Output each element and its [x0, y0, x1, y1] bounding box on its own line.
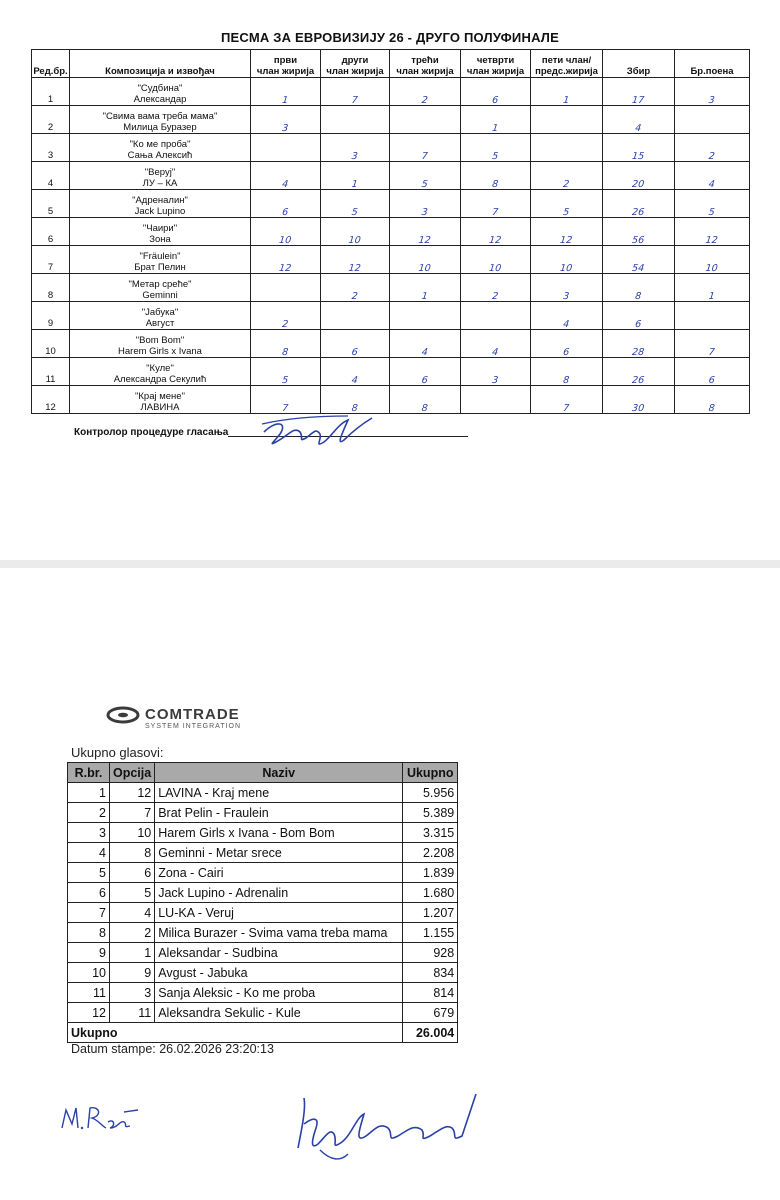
points: 3 [673, 78, 751, 106]
result-option: 10 [110, 823, 155, 843]
results-row [68, 843, 458, 863]
jury-row [32, 78, 750, 106]
result-total: 928 [403, 943, 458, 963]
points: 2 [673, 134, 751, 162]
juror-2-score: 5 [319, 190, 391, 218]
result-rank: 11 [68, 983, 110, 1003]
points: 8 [673, 386, 751, 414]
result-total: 834 [403, 963, 458, 983]
result-name: LAVINA - Kraj mene [155, 783, 403, 803]
results-row [68, 783, 458, 803]
juror-2-score: 6 [319, 330, 391, 358]
score-sum: 4 [601, 106, 676, 134]
artist-name: Август [145, 318, 175, 329]
juror-5-score: 7 [529, 386, 604, 414]
row-number: 7 [32, 246, 70, 274]
juror-4-score: 12 [459, 218, 532, 246]
jury-row [32, 274, 750, 302]
jury-row [32, 162, 750, 190]
score-sum: 54 [601, 246, 676, 274]
jury-table [31, 49, 750, 414]
points [673, 302, 751, 330]
juror-3-score: 4 [388, 330, 462, 358]
song-title: "Крај мене" [135, 391, 185, 402]
result-option: 11 [110, 1003, 155, 1023]
juror-2-score: 10 [319, 218, 391, 246]
header-opcija: Opcija [110, 763, 155, 783]
juror-3-score: 5 [388, 162, 462, 190]
jury-row [32, 330, 750, 358]
juror-5-score [529, 106, 604, 134]
song-title: "Свима вама треба мама" [102, 111, 218, 122]
header-juror-5: пети члан/ предс.жирија [531, 50, 603, 78]
points: 4 [673, 162, 751, 190]
juror-4-score [459, 386, 532, 414]
result-name: LU-KA - Veruj [155, 903, 403, 923]
juror-2-score: 4 [319, 358, 391, 386]
row-number: 2 [32, 106, 70, 134]
juror-1-score: 6 [249, 190, 322, 218]
header-juror-4: четврти члан жирија [461, 50, 531, 78]
results-table [67, 762, 458, 1043]
results-row [68, 963, 458, 983]
header-naziv: Naziv [155, 763, 403, 783]
row-number: 3 [32, 134, 70, 162]
juror-3-score: 12 [388, 218, 462, 246]
juror-5-score: 4 [529, 302, 604, 330]
song-title: "Bom Bom" [135, 335, 185, 346]
result-name: Sanja Aleksic - Ko me proba [155, 983, 403, 1003]
juror-2-score: 12 [319, 246, 391, 274]
song-title: "Fräulein" [139, 251, 181, 262]
result-total: 1.839 [403, 863, 458, 883]
juror-2-score: 3 [319, 134, 391, 162]
juror-1-score: 7 [249, 386, 322, 414]
result-option: 8 [110, 843, 155, 863]
juror-3-score: 6 [388, 358, 462, 386]
result-option: 1 [110, 943, 155, 963]
page-title: ПЕСМА ЗА ЕВРОВИЗИЈУ 26 - ДРУГО ПОЛУФИНАЛЕ [220, 30, 560, 45]
header-song: Композиција и извођач [70, 50, 251, 78]
juror-4-score: 5 [459, 134, 532, 162]
row-number: 11 [32, 358, 70, 386]
jury-header-row [32, 50, 750, 78]
juror-4-score: 2 [459, 274, 532, 302]
result-name: Brat Pelin - Fraulein [155, 803, 403, 823]
juror-2-score [319, 302, 391, 330]
juror-1-score: 8 [249, 330, 322, 358]
result-rank: 12 [68, 1003, 110, 1023]
result-rank: 3 [68, 823, 110, 843]
juror-5-score: 1 [529, 78, 604, 106]
signature-right [290, 1088, 510, 1168]
juror-4-score: 3 [459, 358, 532, 386]
results-row [68, 903, 458, 923]
song-and-artist [70, 358, 251, 386]
artist-name: Зона [149, 234, 171, 245]
juror-5-score: 8 [529, 358, 604, 386]
row-number: 8 [32, 274, 70, 302]
artist-name: Harem Girls x Ivana [118, 346, 202, 357]
juror-4-score: 8 [459, 162, 532, 190]
artist-name: Jack Lupino [134, 206, 186, 217]
header-ukupno: Ukupno [403, 763, 458, 783]
results-row [68, 1003, 458, 1023]
header-points: Бр.поена [675, 50, 750, 78]
results-row [68, 863, 458, 883]
total-label: Ukupno [68, 1023, 403, 1043]
results-row [68, 823, 458, 843]
score-sum: 26 [601, 358, 676, 386]
points: 7 [673, 330, 751, 358]
result-total: 1.207 [403, 903, 458, 923]
jury-row [32, 106, 750, 134]
total-row [68, 1023, 458, 1043]
juror-1-score: 5 [249, 358, 322, 386]
header-juror-2: други члан жирија [321, 50, 390, 78]
song-title: "Веруј" [144, 167, 176, 178]
artist-name: Милица Буразер [123, 122, 197, 133]
song-title: "Чаири" [142, 223, 178, 234]
row-number: 4 [32, 162, 70, 190]
song-and-artist [70, 78, 251, 106]
header-sum: Збир [603, 50, 675, 78]
points: 5 [673, 190, 751, 218]
print-date: Datum stampe: 26.02.2026 23:20:13 [71, 1042, 274, 1056]
song-and-artist [70, 162, 251, 190]
song-and-artist [70, 106, 251, 134]
result-rank: 8 [68, 923, 110, 943]
song-and-artist [70, 134, 251, 162]
result-rank: 9 [68, 943, 110, 963]
juror-3-score: 3 [388, 190, 462, 218]
juror-2-score: 7 [319, 78, 391, 106]
result-option: 12 [110, 783, 155, 803]
juror-4-score: 1 [459, 106, 532, 134]
juror-2-score: 2 [319, 274, 391, 302]
juror-2-score: 8 [319, 386, 391, 414]
signature-left [58, 1098, 148, 1138]
jury-row [32, 246, 750, 274]
results-row [68, 943, 458, 963]
juror-4-score: 6 [459, 78, 532, 106]
score-sum: 20 [601, 162, 676, 190]
juror-3-score: 10 [388, 246, 462, 274]
song-title: "Јабука" [141, 307, 179, 318]
comtrade-logo-icon [106, 705, 140, 725]
score-sum: 56 [601, 218, 676, 246]
song-title: "Куле" [146, 363, 174, 374]
result-name: Avgust - Jabuka [155, 963, 403, 983]
juror-3-score [388, 302, 462, 330]
result-option: 6 [110, 863, 155, 883]
juror-5-score: 12 [529, 218, 604, 246]
juror-3-score: 2 [388, 78, 462, 106]
jury-row [32, 302, 750, 330]
juror-1-score: 1 [249, 78, 322, 106]
juror-1-score [249, 274, 322, 302]
juror-5-score: 2 [529, 162, 604, 190]
song-and-artist [70, 190, 251, 218]
juror-4-score: 10 [459, 246, 532, 274]
artist-name: Александра Секулић [113, 374, 207, 385]
juror-5-score: 6 [529, 330, 604, 358]
results-row [68, 983, 458, 1003]
juror-1-score: 10 [249, 218, 322, 246]
result-name: Aleksandra Sekulic - Kule [155, 1003, 403, 1023]
result-option: 7 [110, 803, 155, 823]
result-option: 3 [110, 983, 155, 1003]
televote-results-sheet [0, 568, 780, 1200]
jury-score-sheet [0, 0, 780, 560]
artist-name: Сања Алексић [127, 150, 193, 161]
row-number: 6 [32, 218, 70, 246]
juror-3-score: 7 [388, 134, 462, 162]
results-subtitle: Ukupno glasovi: [71, 745, 164, 760]
result-rank: 2 [68, 803, 110, 823]
result-name: Aleksandar - Sudbina [155, 943, 403, 963]
juror-1-score: 4 [249, 162, 322, 190]
result-name: Harem Girls x Ivana - Bom Bom [155, 823, 403, 843]
row-number: 5 [32, 190, 70, 218]
result-total: 1.680 [403, 883, 458, 903]
score-sum: 26 [601, 190, 676, 218]
juror-5-score: 5 [529, 190, 604, 218]
logo-name: COMTRADE [145, 706, 240, 723]
song-and-artist [70, 218, 251, 246]
artist-name: Geminni [142, 290, 178, 301]
result-option: 5 [110, 883, 155, 903]
juror-3-score [388, 106, 462, 134]
juror-3-score: 8 [388, 386, 462, 414]
juror-2-score [319, 106, 391, 134]
juror-1-score: 2 [249, 302, 322, 330]
song-and-artist [70, 386, 251, 414]
points: 10 [673, 246, 751, 274]
juror-1-score: 3 [249, 106, 322, 134]
result-rank: 5 [68, 863, 110, 883]
juror-5-score [529, 134, 604, 162]
score-sum: 30 [601, 386, 676, 414]
results-row [68, 803, 458, 823]
header-rbr: R.br. [68, 763, 110, 783]
row-number: 12 [32, 386, 70, 414]
result-name: Jack Lupino - Adrenalin [155, 883, 403, 903]
result-total: 5.389 [403, 803, 458, 823]
result-total: 5.956 [403, 783, 458, 803]
jury-row [32, 358, 750, 386]
points: 1 [673, 274, 751, 302]
result-total: 1.155 [403, 923, 458, 943]
song-and-artist [70, 302, 251, 330]
jury-row [32, 386, 750, 414]
song-title: "Метар среће" [128, 279, 192, 290]
result-total: 3.315 [403, 823, 458, 843]
results-row [68, 923, 458, 943]
total-value: 26.004 [403, 1023, 458, 1043]
result-rank: 10 [68, 963, 110, 983]
result-total: 679 [403, 1003, 458, 1023]
juror-2-score: 1 [319, 162, 391, 190]
song-title: "Судбина" [137, 83, 183, 94]
jury-row [32, 134, 750, 162]
result-total: 2.208 [403, 843, 458, 863]
header-rb: Ред.бр. [32, 50, 70, 78]
artist-name: Брат Пелин [134, 262, 186, 273]
song-and-artist [70, 274, 251, 302]
artist-name: ЛУ – КА [142, 178, 178, 189]
artist-name: ЛАВИНА [140, 402, 180, 413]
controller-signature [258, 412, 378, 456]
juror-4-score [459, 302, 532, 330]
result-name: Geminni - Metar srece [155, 843, 403, 863]
jury-row [32, 190, 750, 218]
score-sum: 15 [601, 134, 676, 162]
score-sum: 28 [601, 330, 676, 358]
row-number: 1 [32, 78, 70, 106]
juror-1-score: 12 [249, 246, 322, 274]
result-option: 9 [110, 963, 155, 983]
header-juror-1: први члан жирија [251, 50, 321, 78]
juror-4-score: 4 [459, 330, 532, 358]
result-rank: 6 [68, 883, 110, 903]
juror-5-score: 10 [529, 246, 604, 274]
juror-1-score [249, 134, 322, 162]
song-and-artist [70, 246, 251, 274]
juror-4-score: 7 [459, 190, 532, 218]
song-title: "Ко ме проба" [129, 139, 191, 150]
row-number: 10 [32, 330, 70, 358]
points [673, 106, 751, 134]
result-total: 814 [403, 983, 458, 1003]
result-name: Milica Burazer - Svima vama treba mama [155, 923, 403, 943]
result-name: Zona - Cairi [155, 863, 403, 883]
points: 12 [673, 218, 751, 246]
result-rank: 1 [68, 783, 110, 803]
results-header-row [68, 763, 458, 783]
header-juror-3: трећи члан жирија [390, 50, 461, 78]
artist-name: Александар [133, 94, 187, 105]
score-sum: 6 [601, 302, 676, 330]
result-option: 4 [110, 903, 155, 923]
song-and-artist [70, 330, 251, 358]
result-option: 2 [110, 923, 155, 943]
score-sum: 17 [601, 78, 676, 106]
juror-3-score: 1 [388, 274, 462, 302]
jury-row [32, 218, 750, 246]
logo-subtitle: SYSTEM INTEGRATION [145, 723, 242, 730]
juror-5-score: 3 [529, 274, 604, 302]
score-sum: 8 [601, 274, 676, 302]
results-row [68, 883, 458, 903]
result-rank: 7 [68, 903, 110, 923]
song-title: "Адреналин" [132, 195, 188, 206]
controller-label: Контролор процедуре гласања [74, 427, 229, 438]
points: 6 [673, 358, 751, 386]
row-number: 9 [32, 302, 70, 330]
result-rank: 4 [68, 843, 110, 863]
